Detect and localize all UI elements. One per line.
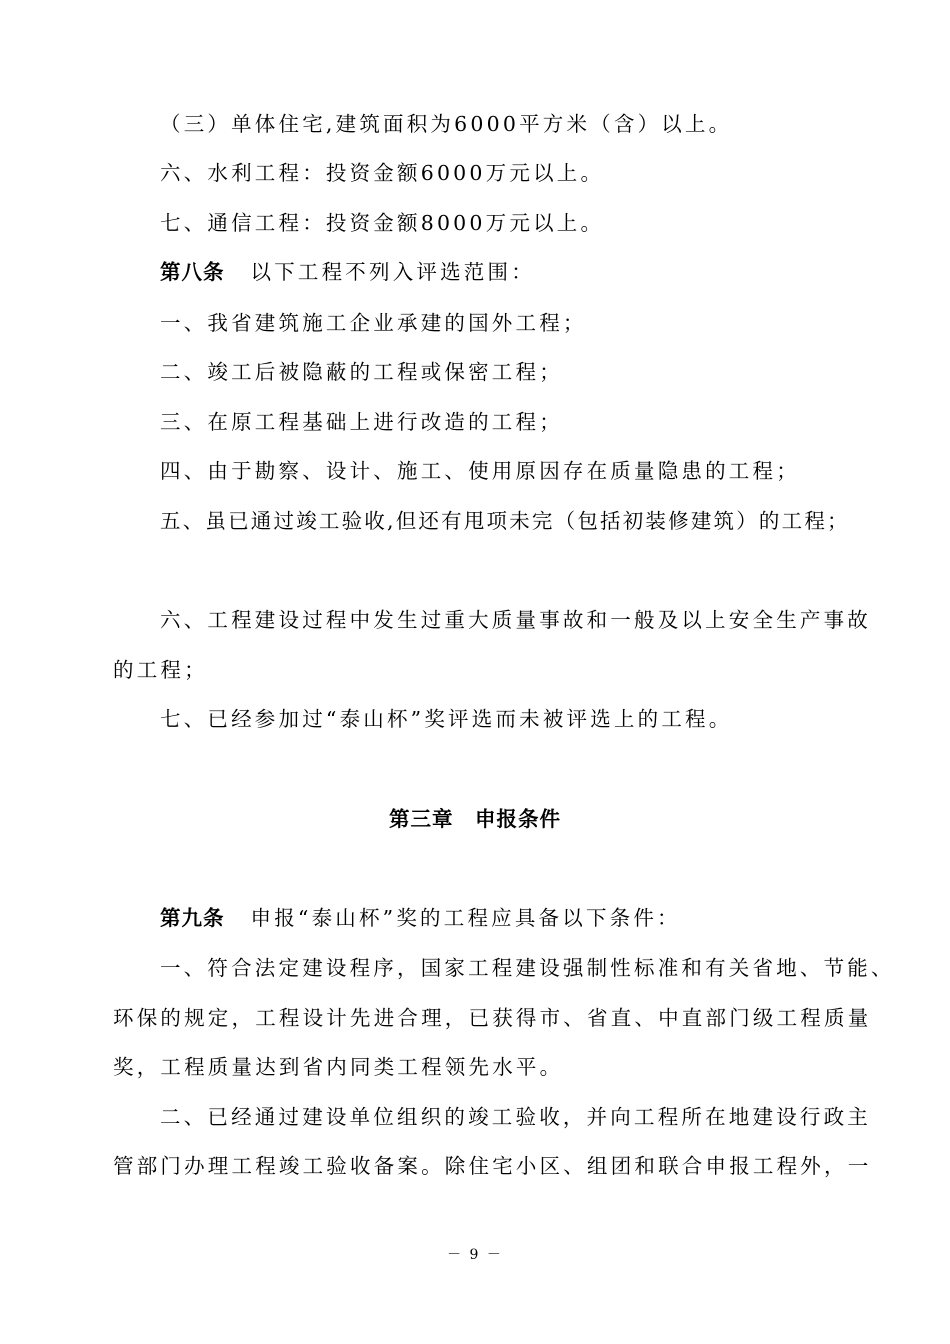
paragraph-line: 五、虽已通过竣工验收,但还有甩项未完（包括初装修建筑）的工程； [160,509,850,533]
article-8-text: 以下工程不列入评选范围： [250,260,535,284]
paragraph-line: 七、通信工程：投资金额8000万元以上。 [160,211,605,235]
paragraph-line: 管部门办理工程竣工验收备案。除住宅小区、组团和联合申报工程外，一 [113,1154,872,1178]
article-9-label: 第九条 [160,906,225,930]
paragraph-line: 二、竣工后被隐蔽的工程或保密工程； [160,360,563,384]
paragraph-line: 一、我省建筑施工企业承建的国外工程； [160,311,587,335]
paragraph-line: 二、已经通过建设单位组织的竣工验收，并向工程所在地建设行政主 [160,1105,871,1129]
paragraph-line: 三、在原工程基础上进行改造的工程； [160,410,563,434]
paragraph-line: 七、已经参加过“泰山杯”奖评选而未被评选上的工程。 [160,707,733,731]
paragraph-line: 奖，工程质量达到省内同类工程领先水平。 [113,1055,564,1079]
article-8-line [160,258,535,286]
page-number: － 9 － [447,1247,503,1263]
chapter-heading: 第三章 申报条件 [389,807,561,831]
paragraph-line: （三）单体住宅,建筑面积为6000平方米（含）以上。 [160,112,733,136]
article-8-label: 第八条 [160,260,225,284]
paragraph-line: 六、工程建设过程中发生过重大质量事故和一般及以上安全生产事故 [160,608,871,632]
paragraph-line: 四、由于勘察、设计、施工、使用原因存在质量隐患的工程； [160,459,800,483]
article-9-line [160,904,681,932]
paragraph-line: 一、符合法定建设程序，国家工程建设强制性标准和有关省地、节能、 [160,956,895,980]
paragraph-line: 的工程； [113,658,208,682]
paragraph-line: 环保的规定，工程设计先进合理，已获得市、省直、中直部门级工程质量 [113,1006,872,1030]
article-9-text: 申报“泰山杯”奖的工程应具备以下条件： [250,906,681,930]
paragraph-line: 六、水利工程：投资金额6000万元以上。 [160,161,605,185]
